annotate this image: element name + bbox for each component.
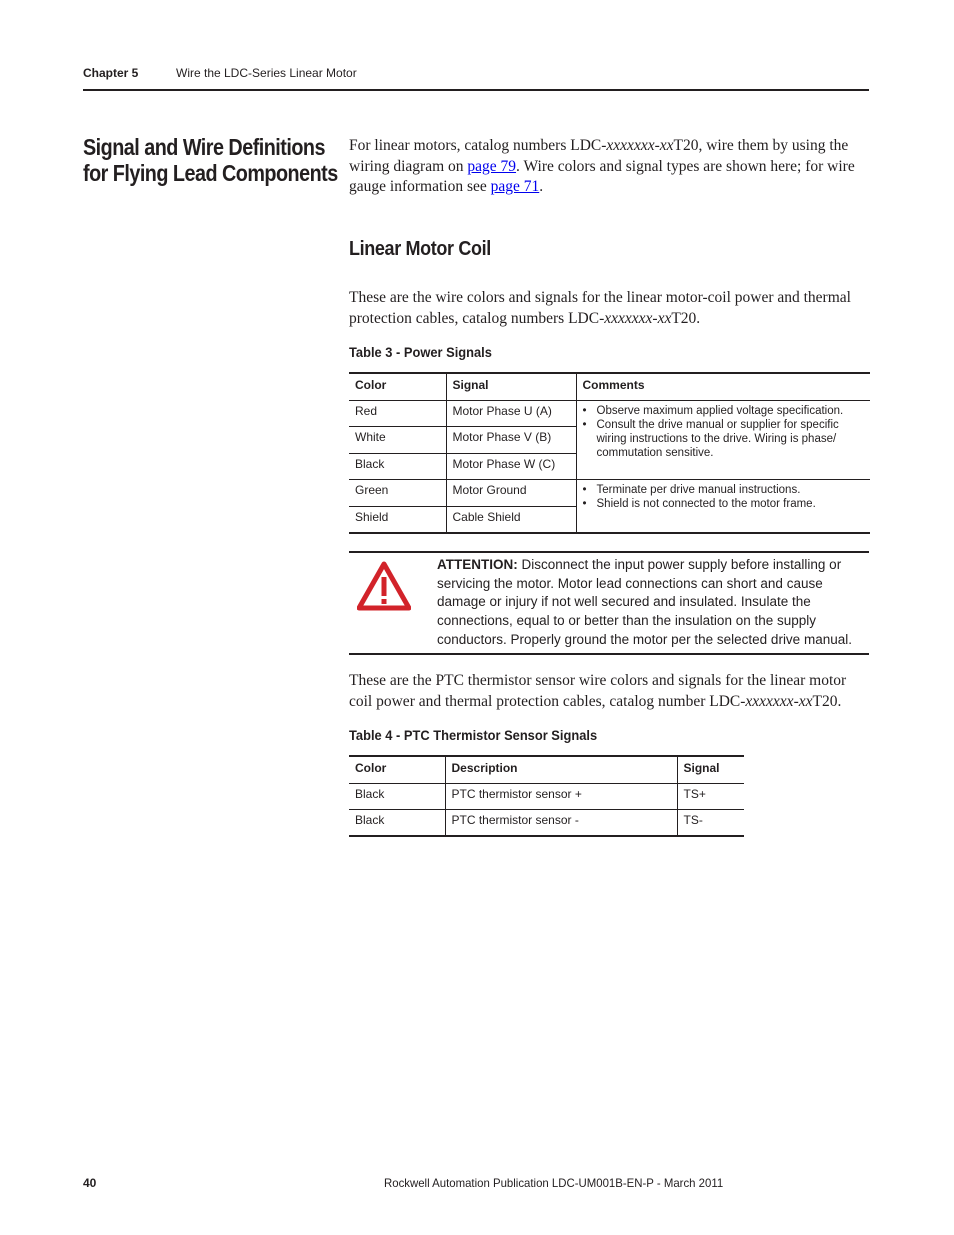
signal-cell: Motor Phase V (B) [446,427,576,454]
ptc-paragraph: These are the PTC thermistor sensor wire colors and signals for the linear motor coil power and thermal protection cables, catalog number LDC-xxxxxxx-xxT20. [349,672,847,710]
color-cell: Red [349,400,446,427]
chapter-title: Wire the LDC-Series Linear Motor [176,66,357,80]
section-title: Signal and Wire Definitions for Flying Lead Components [83,134,338,186]
signal-cell: TS+ [677,783,744,810]
comment-item: • Terminate per drive manual instructions. [583,483,865,497]
coil-paragraph: These are the wire colors and signals for the linear motor-coil power and thermal protection cables, catalog numbers LDC-xxxxxxx-xxT20. [349,289,851,327]
publication-info: Rockwell Automation Publication LDC-UM001B-EN-P - March 2011 [384,1176,724,1190]
table-row [349,400,870,427]
comment-item: • Shield is not connected to the motor frame. [583,497,865,511]
comment-item: • Consult the drive manual or supplier for specific wiring instructions to the drive. Wiring is phase/ commutation sensitive. [583,418,865,460]
column-header: Comments [576,373,870,400]
column-header: Signal [677,756,744,783]
chapter-label: Chapter 5 [83,66,139,80]
ptc-sensor-table [349,755,744,837]
comments-cell [576,400,870,480]
page-number: 40 [83,1176,97,1190]
column-header: Color [349,756,445,783]
header-divider [83,89,869,91]
table-header-row [349,373,870,400]
column-header: Signal [446,373,576,400]
signal-cell: Cable Shield [446,506,576,533]
page-79-link[interactable]: page 79 [467,157,517,175]
page-header [83,66,357,80]
column-header: Color [349,373,446,400]
table-row [349,480,870,507]
subsection-heading: Linear Motor Coil [349,238,491,260]
power-signals-table [349,372,870,534]
signal-cell: Motor Phase W (C) [446,453,576,480]
intro-paragraph: For linear motors, catalog numbers LDC-xxxxxxx-xxT20, wire them by using the wiring diagram on page 79. Wire colors and signal types are shown here; for wire gauge information see page 71. [349,137,855,195]
color-cell: Black [349,810,445,837]
table-row [349,810,744,837]
comment-item: • Observe maximum applied voltage specification. [583,404,865,418]
color-cell: Green [349,480,446,507]
attention-text: ATTENTION: Disconnect the input power supply before installing or servicing the motor. Motor lead connections can short and cause damage or injury if not well secured and insulated. Insulate the connections, equal to or better than the insulation on the supply conductors. Properly ground the motor per the selected drive manual. [437,557,852,647]
description-cell: PTC thermistor sensor + [445,783,677,810]
table3-caption: Table 3 - Power Signals [349,344,492,360]
color-cell: Black [349,783,445,810]
signal-cell: Motor Ground [446,480,576,507]
table4-caption: Table 4 - PTC Thermistor Sensor Signals [349,727,598,743]
description-cell: PTC thermistor sensor - [445,810,677,837]
column-header: Description [445,756,677,783]
attention-box [349,551,869,655]
page-71-link[interactable]: page 71 [490,178,540,195]
color-cell: Shield [349,506,446,533]
color-cell: White [349,427,446,454]
signal-cell: Motor Phase U (A) [446,400,576,427]
warning-triangle-icon [357,561,411,611]
comments-cell [576,480,870,533]
signal-cell: TS- [677,810,744,837]
table-row [349,783,744,810]
table-header-row [349,756,744,783]
color-cell: Black [349,453,446,480]
attention-label: ATTENTION: [437,557,518,572]
